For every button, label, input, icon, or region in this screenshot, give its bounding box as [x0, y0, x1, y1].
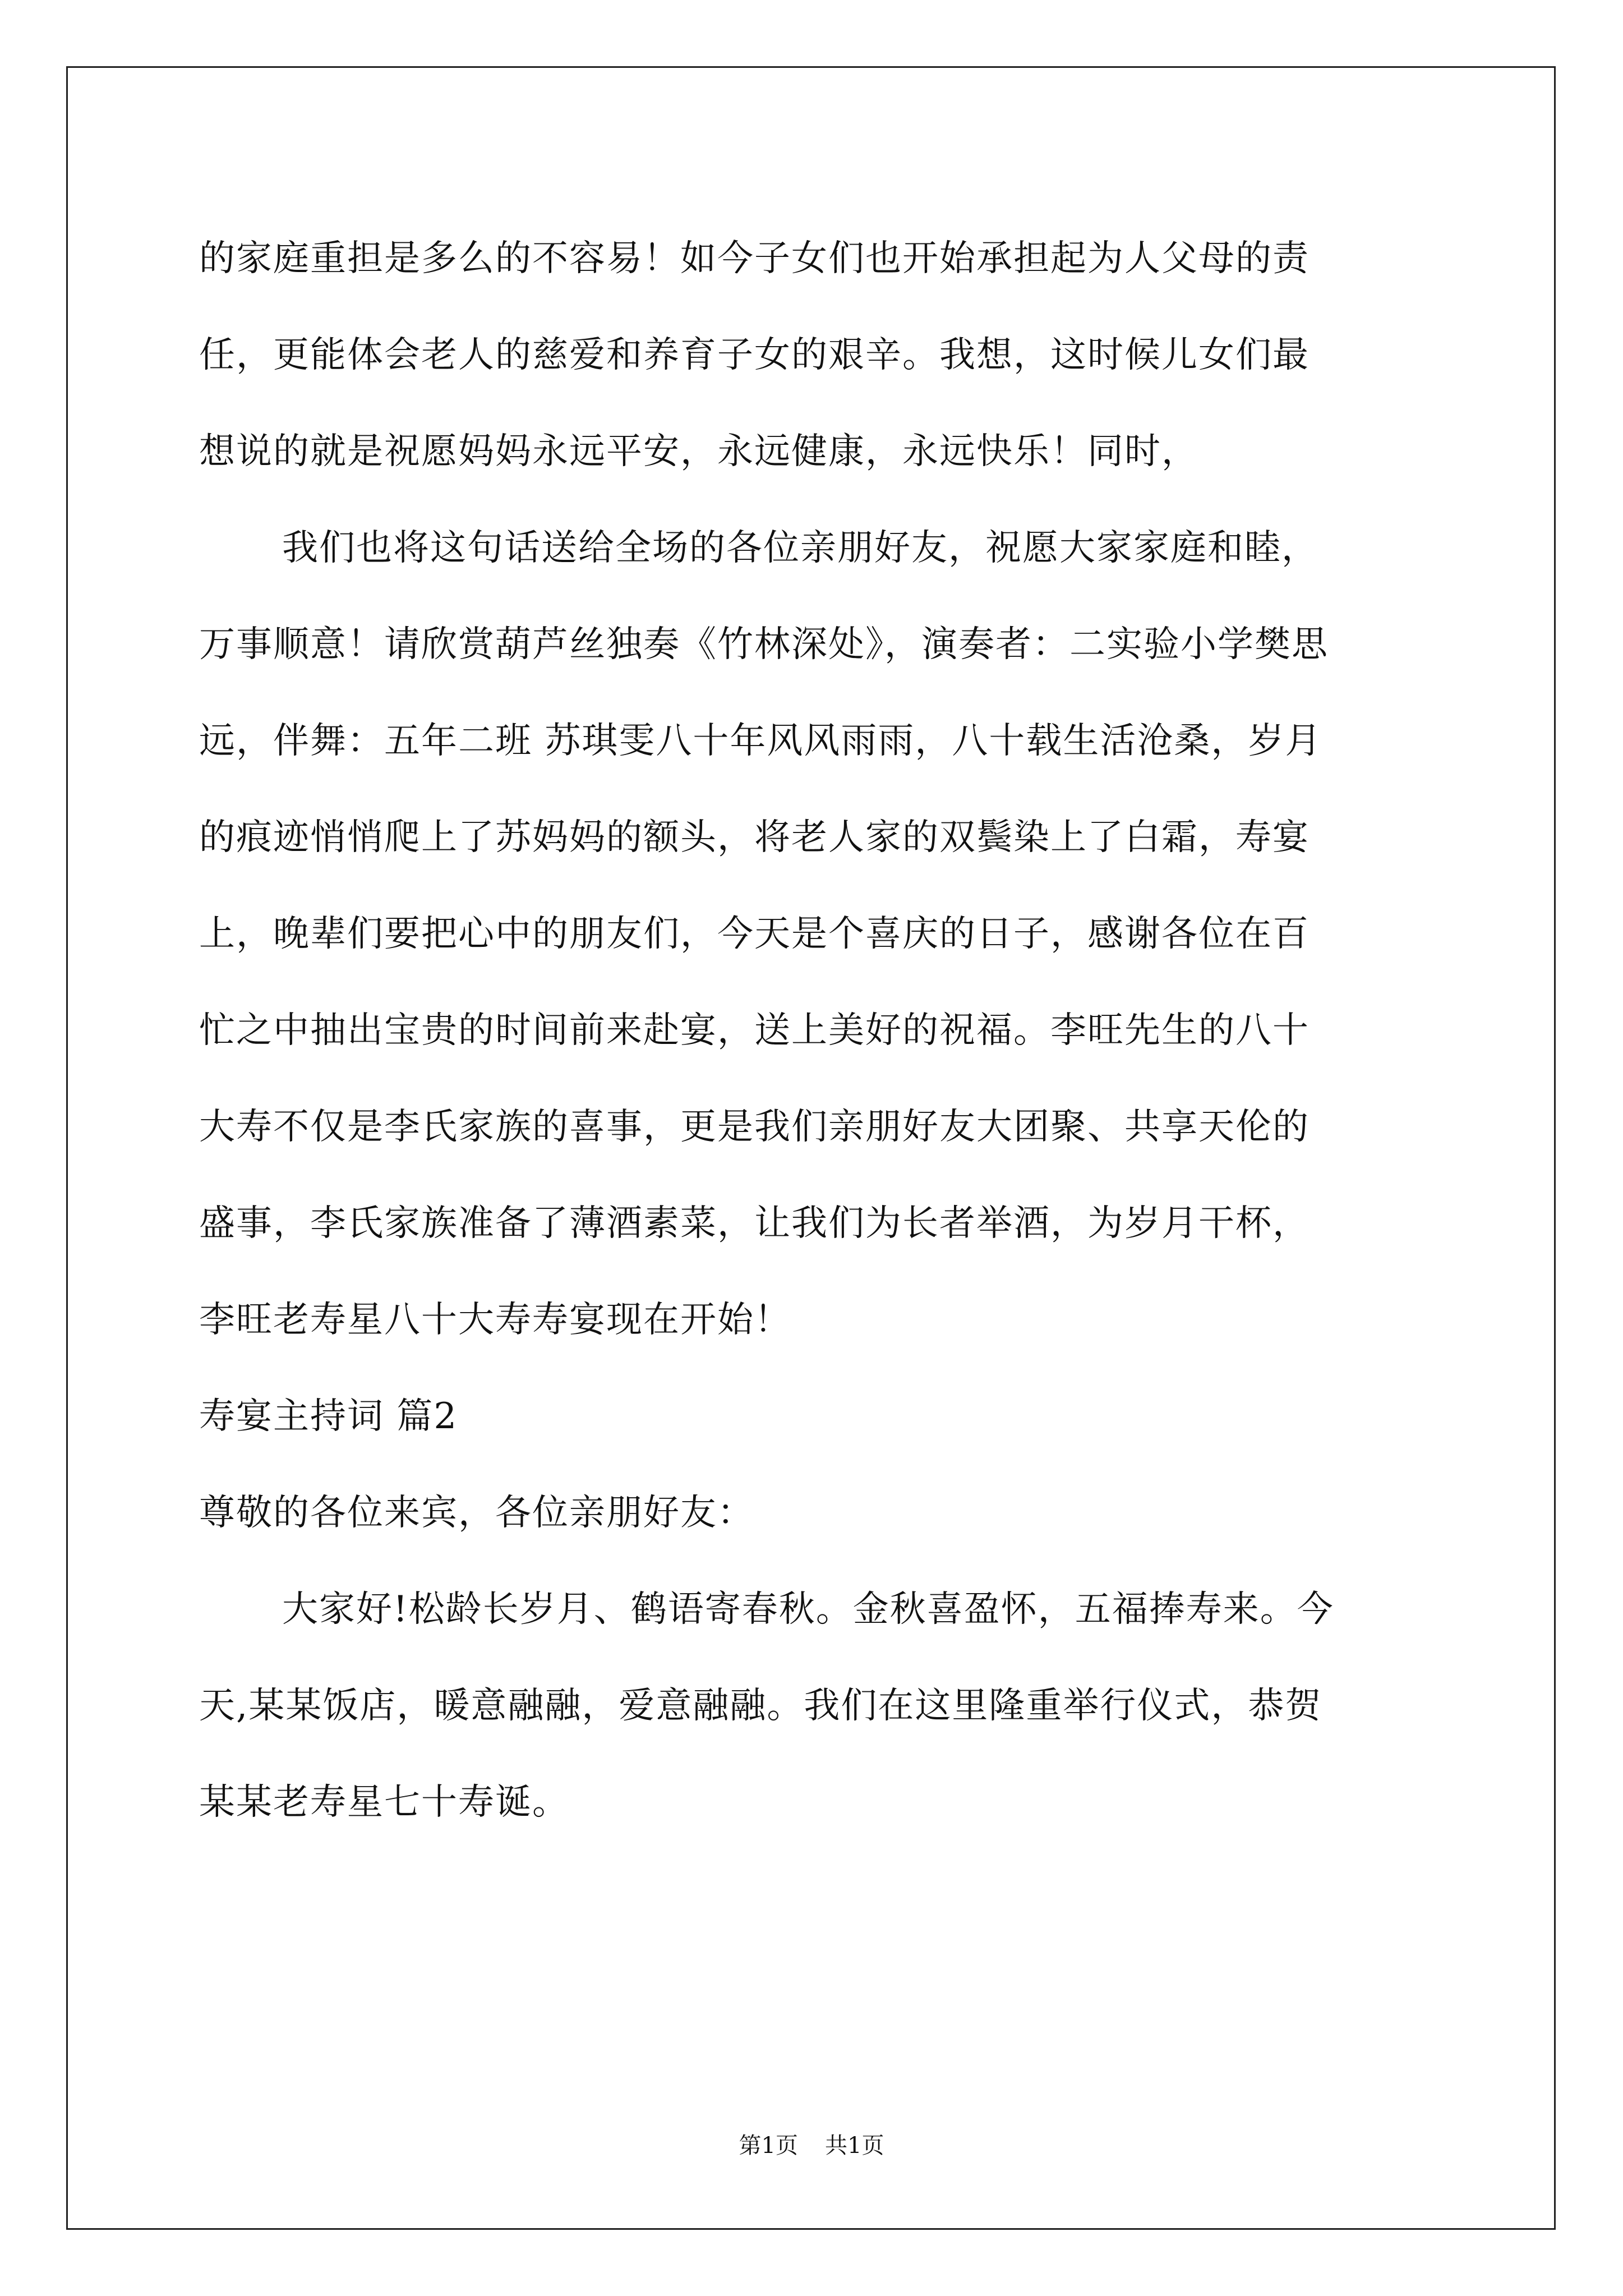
paragraph-line: 我们也将这句话送给全场的各位亲朋好友，祝愿大家家庭和睦，: [282, 527, 1318, 569]
paragraph-line: 万事顺意！请欣赏葫芦丝独奏《竹林深处》，演奏者：二实验小学樊思: [199, 624, 1329, 665]
document-body: [199, 210, 1433, 1851]
section-heading: 寿宴主持词 篇2: [199, 1396, 458, 1437]
page-footer: [0, 2132, 1623, 2160]
paragraph-line: 任，更能体会老人的慈爱和养育子女的艰辛。我想，这时候儿女们最: [199, 334, 1310, 376]
page-number: 第1页: [739, 2133, 798, 2159]
paragraph-line: 大家好!松龄长岁月、鹤语寄春秋。金秋喜盈怀，五福捧寿来。今: [282, 1589, 1334, 1630]
paragraph-line: 的家庭重担是多么的不容易！如今子女们也开始承担起为人父母的责: [199, 238, 1310, 279]
paragraph-line: 李旺老寿星八十大寿寿宴现在开始！: [199, 1299, 791, 1341]
paragraph-line: 的痕迹悄悄爬上了苏妈妈的额头，将老人家的双鬓染上了白霜，寿宴: [199, 817, 1310, 858]
salutation-line: 尊敬的各位来宾，各位亲朋好友：: [199, 1492, 754, 1534]
paragraph-line: 某某老寿星七十寿诞。: [199, 1782, 569, 1823]
paragraph-line: 忙之中抽出宝贵的时间前来赴宴，送上美好的祝福。李旺先生的八十: [199, 1010, 1310, 1051]
paragraph-line: 远，伴舞：五年二班 苏琪雯八十年风风雨雨，八十载生活沧桑，岁月: [199, 720, 1322, 762]
paragraph-line: 想说的就是祝愿妈妈永远平安，永远健康，永远快乐！同时，: [199, 431, 1198, 472]
paragraph-line: 天,某某饭店，暖意融融，爱意融融。我们在这里隆重举行仪式，恭贺: [199, 1685, 1322, 1727]
paragraph-line: 上，晚辈们要把心中的朋友们，今天是个喜庆的日子，感谢各位在百: [199, 913, 1310, 955]
page-total: 共1页: [825, 2133, 884, 2159]
paragraph-line: 大寿不仅是李氏家族的喜事，更是我们亲朋好友大团聚、共享天伦的: [199, 1106, 1310, 1148]
paragraph-line: 盛事，李氏家族准备了薄酒素菜，让我们为长者举酒，为岁月干杯，: [199, 1203, 1310, 1244]
